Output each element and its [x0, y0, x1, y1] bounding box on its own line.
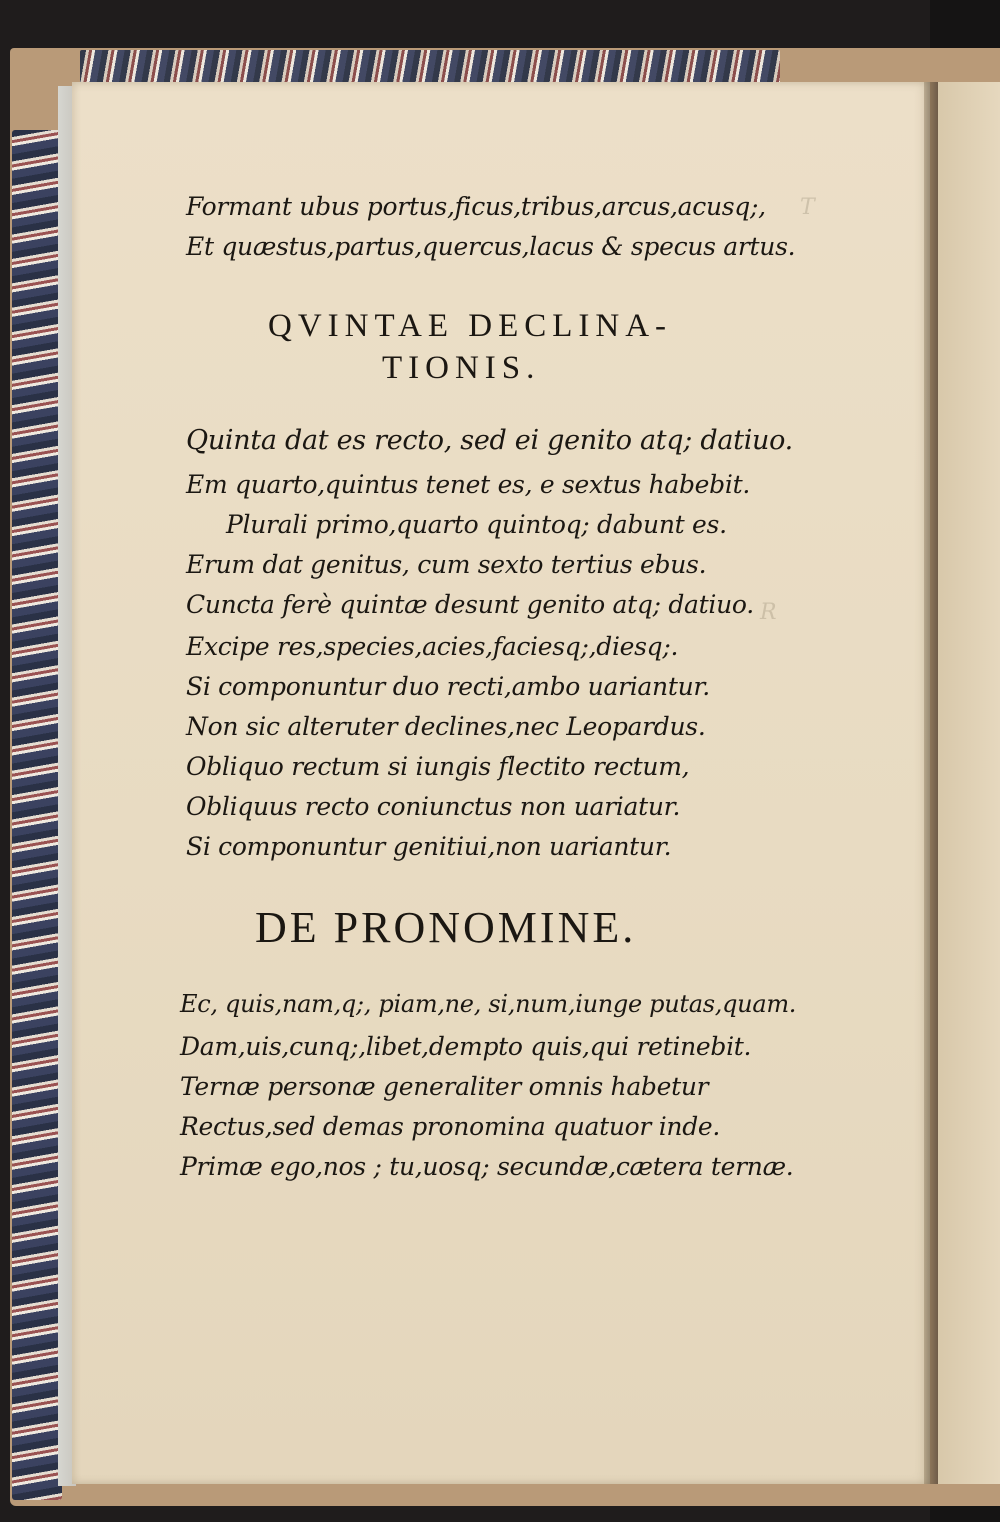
verse-line: Formant ubus portus,ficus,tribus,arcus,acusq;, [186, 192, 766, 221]
verse-line: Obliquus recto coniunctus non uariatur. [186, 792, 681, 821]
verse-line: Ec, quis,nam,q;, piam,ne, si,num,iunge putas,quam. [180, 990, 797, 1018]
book-page [72, 82, 930, 1484]
show-through-mark: T [800, 195, 815, 220]
verse-line: Obliquo rectum si iungis flectito rectum, [186, 752, 690, 781]
verse-line: Et quæstus,partus,quercus,lacus & specus artus. [186, 232, 796, 261]
section-heading-pronomine: DE PRONOMINE. [255, 903, 637, 952]
verse-line: Primæ ego,nos ; tu,uosq; secundæ,cætera ternæ. [180, 1152, 794, 1181]
show-through-mark: R [760, 600, 777, 625]
verse-line: Ternæ personæ generaliter omnis habetur [180, 1072, 709, 1101]
verse-line: Dam,uis,cunq;,libet,dempto quis,qui retinebit. [180, 1032, 752, 1061]
marbled-endpaper-left [12, 130, 62, 1500]
verse-line: Excipe res,species,acies,faciesq;,diesq;. [186, 632, 679, 661]
page-gutter [924, 82, 938, 1484]
verse-line: Cuncta ferè quintæ desunt genito atq; datiuo. [186, 590, 754, 619]
verse-line: Rectus,sed demas pronomina quatuor inde. [180, 1112, 721, 1141]
section-heading-quintae: QVINTAE DECLINA- [268, 308, 673, 344]
verse-line: Em quarto,quintus tenet es, e sextus habebit. [186, 470, 750, 499]
verse-line: Non sic alteruter declines,nec Leopardus. [186, 712, 706, 741]
section-heading-quintae-cont: TIONIS. [382, 350, 541, 386]
verse-line: Quinta dat es recto, sed ei genito atq; datiuo. [186, 425, 793, 456]
verse-line: Si componuntur genitiui,non uariantur. [186, 832, 672, 861]
verse-line: Si componuntur duo recti,ambo uariantur. [186, 672, 710, 701]
facing-page [938, 82, 1000, 1484]
verse-line: Plurali primo,quarto quintoq; dabunt es. [226, 510, 727, 539]
verse-line: Erum dat genitus, cum sexto tertius ebus. [186, 550, 707, 579]
